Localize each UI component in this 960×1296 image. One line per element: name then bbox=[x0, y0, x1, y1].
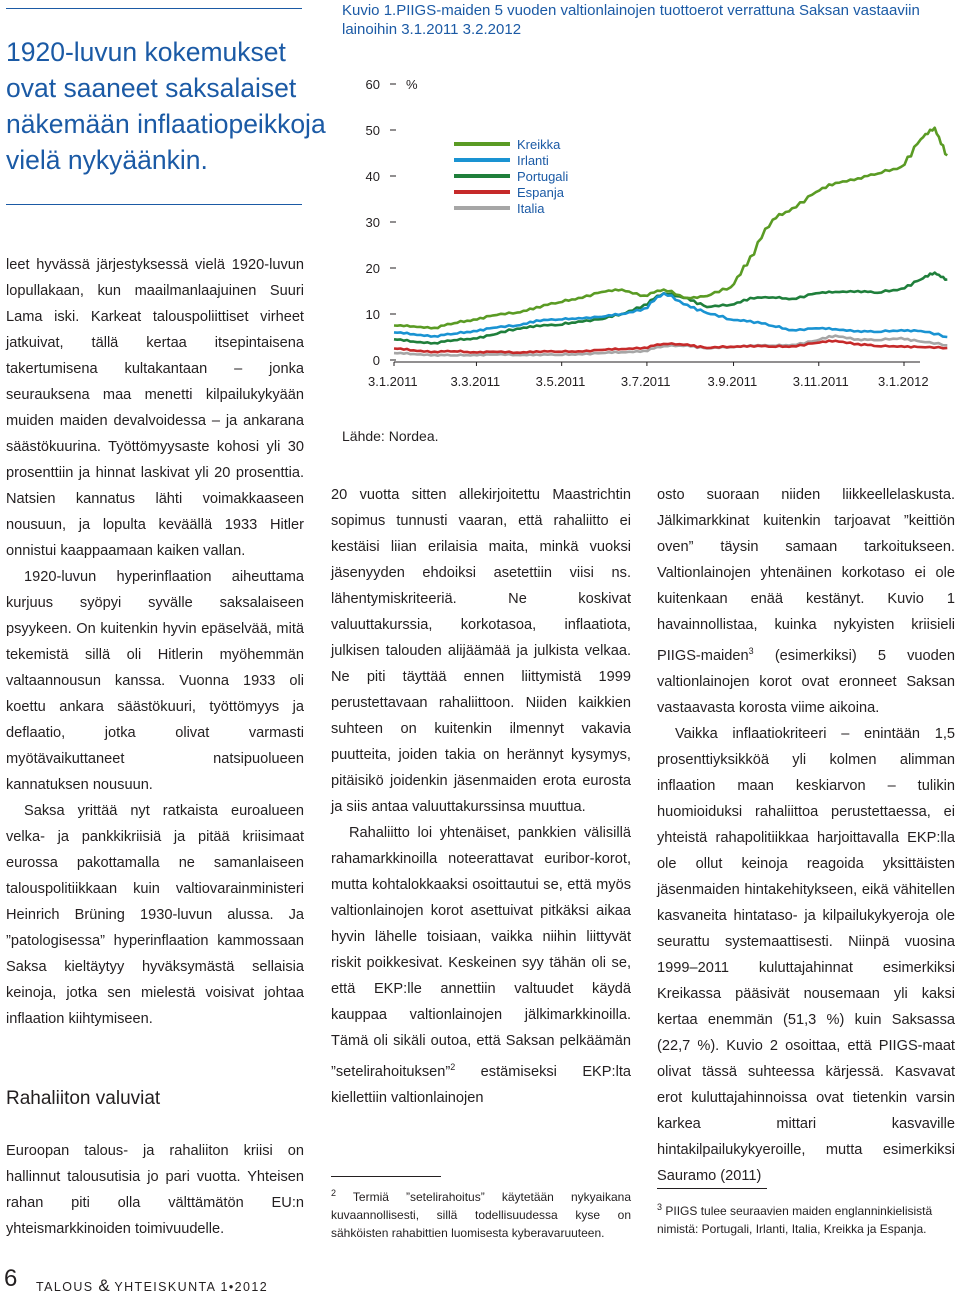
body-paragraph: Euroopan talous- ja rahaliiton kriisi on hallinnut talousutisia jo pari vuotta. Yhteisen rahan piti olla välttämätön EU:n yhteismarkkinoiden toimivuudelle. bbox=[6, 1143, 304, 1237]
footnote-text: PIIGS tulee seuraavien maiden englanninkielisistä nimistä: Portugali, Irlanti, Italia, Kreikka ja Espanja. bbox=[657, 1204, 933, 1236]
y-tick-label: 50 bbox=[365, 123, 380, 138]
pullquote-line: ovat saaneet saksalaiset bbox=[6, 73, 297, 103]
footnote bbox=[331, 1184, 631, 1242]
magazine-name bbox=[36, 1276, 268, 1296]
x-tick-label: 3.7.2011 bbox=[620, 374, 671, 389]
page-number: 6 bbox=[4, 1265, 18, 1292]
x-tick-label: 3.1.2011 bbox=[368, 374, 418, 389]
x-tick-label: 3.1.2012 bbox=[878, 374, 929, 389]
section-subheading: Rahaliiton valuviat bbox=[6, 1088, 161, 1109]
y-unit-label: % bbox=[406, 77, 418, 92]
magazine-name-part: YHTEISKUNTA 1•2012 bbox=[114, 1280, 269, 1294]
series-line-portugali bbox=[394, 273, 947, 344]
magazine-name-part: TALOUS bbox=[36, 1280, 94, 1294]
column-1 bbox=[6, 252, 304, 1032]
body-text: Rahaliitto loi yhtenäiset, pankkien välisillä rahamarkkinoilla noteerattavat euribor-korot, mutta kohtalokkaaksi osoittautui se, että myös valtionlainojen korot asettuivat pitkäksi aikaa hyvin lähelle toisiaan, vaikka niihin liittyvät riskit poikkesivat. Keskeinen syy tähän oli se, että EKP:lle annettiin valtuudet käydä kauppaa valtionlainojen jälkimarkkinoilla. Tämä oli sikäli outoa, että Saksan pelkäämän ”setelirahoituksen” bbox=[331, 825, 631, 1080]
magazine-ampersand: & bbox=[98, 1276, 110, 1295]
pullquote bbox=[6, 34, 326, 178]
column-3 bbox=[657, 482, 955, 1189]
legend-label: Portugali bbox=[517, 169, 569, 184]
body-paragraph: Saksa yrittää nyt ratkaista euroalueen velka- ja pankkikriisiä ja pitää kriisimaat eurossa pakottamalla ne samanlaiseen talouspolitiikkaan kuin valtiovarainministeri Heinrich Brüning 1930-luvun alussa. Ja ”patologisessa” hyperinflaation kammossaan Saksa kieltäytyy hyväksymästä sellaisia keinoja, jotka sen mielestä voisivat johtaa inflaation kiihtymiseen. bbox=[6, 803, 304, 1027]
line-chart bbox=[330, 60, 960, 400]
footnote-text: Termiä ”setelirahoitus” käytetään nykyaikana kuvaannollisesti, sillä todellisuudessa kyse on sähköisten rahabittien luomisesta kyberavaruuteen. bbox=[331, 1190, 631, 1240]
footnote-number: 3 bbox=[657, 1202, 663, 1212]
footnote-number: 2 bbox=[331, 1188, 337, 1198]
pullquote-line: 1920-luvun kokemukset bbox=[6, 37, 286, 67]
body-paragraph: leet hyvässä järjestyksessä vielä 1920-luvun lopullakaan, kun maailmanlaajuinen Suuri Lama iski. Karkeat talouspoliittiset virheet jatkuivat, tällä kertaa itsepintaisena takertumisena kultakantaan – jonka seurauksena maa menetti kilpailukykyään muiden maiden devalvoidessa – ja ankarana säästökuurina. Työttömyysaste kohosi yli 30 prosenttiin ja hinnat laskivat yli 20 prosenttia. Natsien kannatus lähti voimakkaaseen nousuun, ja lopulta keväällä 1933 Hitler onnistui kaappaamaan kaiken vallan. bbox=[6, 257, 304, 559]
y-tick-label: 30 bbox=[365, 215, 380, 230]
series-line-kreikka bbox=[394, 128, 947, 329]
chart-source: Lähde: Nordea. bbox=[342, 428, 439, 444]
body-paragraph bbox=[331, 820, 631, 1111]
column-2 bbox=[331, 482, 631, 1111]
body-paragraph bbox=[657, 482, 955, 721]
pullquote-top-rule bbox=[6, 8, 302, 9]
y-tick-label: 40 bbox=[365, 169, 380, 184]
footnote-rule bbox=[331, 1176, 441, 1177]
body-text: osto suoraan niiden liikkeellelaskusta. Jälkimarkkinat kuitenkin tarjoavat ”keittiön oven” täysin samaan tarkoitukseen. Valtionlainojen yhtenäinen korkotaso ei ole kuitenkaan enää kestänyt. Kuvio 1 havainnollistaa, kuinka nykyisten kriisieli PIIGS-maiden bbox=[657, 487, 955, 664]
y-tick-label: 10 bbox=[365, 307, 380, 322]
x-tick-label: 3.9.2011 bbox=[707, 374, 758, 389]
legend-label: Irlanti bbox=[517, 153, 549, 168]
pullquote-line: näkemään inflaatiopeikkoja bbox=[6, 109, 326, 139]
legend-label: Italia bbox=[517, 201, 545, 216]
body-paragraph: Vaikka inflaatiokriteeri – enintään 1,5 prosenttiyksikköä yli kolmen alimman inflaation maan keskiarvon – tulikin huomioiduksi rahaliittoa perustettaessa, ei yhteistä rahapolitiikkaa harjoittavalla EKP:lla ole ollut keinoja reagoida yksittäisten jäsenmaiden hintakehitykseen, eikä vähitellen kasvaneita hintataso- ja kilpailukykyeroja ole seurattu systemaattisesti. Niinpä vuosina 1999–2011 kuluttajahinnat esimerkiksi Kreikassa pääsivät nousemaan yli kaksi kertaa enemmän (51,3 %) kuin Saksassa (22,7 %). Kuvio 2 osoittaa, että PIIGS-maat olivat tässä suhteessa kärjessä. Kasvavat erot kuluttajahinnoissa ovat tietenkin varsin karkea mittari kasvaville hintakilpailukykyeroille, mutta esimerkiksi Sauramo (2011) bbox=[657, 725, 955, 1184]
legend-label: Espanja bbox=[517, 185, 564, 200]
footnote bbox=[657, 1198, 957, 1238]
y-tick-label: 0 bbox=[372, 353, 380, 368]
series-line-irlanti bbox=[394, 293, 947, 337]
x-tick-label: 3.11.2011 bbox=[792, 374, 849, 389]
legend-label: Kreikka bbox=[517, 137, 561, 152]
footnote-rule bbox=[657, 1188, 767, 1189]
body-paragraph: 20 vuotta sitten allekirjoitettu Maastrichtin sopimus tunnusti vaaran, että rahaliitto ei kestäisi liian erilaisia maita, minkä vuoksi jäsenyyden ehdoiksi asetettiin viisi ns. lähentymiskriteeriä. Ne koskivat valuuttakurssia, korkotasoa, inflaatiota, julkisen talouden alijäämää ja julkista velkaa. Ne piti täyttää ennen liittymistä 1999 perustettavaan rahaliittoon. Niiden kaikkien suhteen on kuitenkin ilmennyt vakavia puutteita, joiden takia on herännyt kysymys, pitäisikö joidenkin jäsenmaiden erota eurosta ja siis antaa valuuttakurssinsa muuttua. bbox=[331, 487, 631, 815]
x-tick-label: 3.3.2011 bbox=[450, 374, 501, 389]
body-text: estämiseksi EKP:lta kiellettiin valtionlainojen bbox=[331, 1063, 631, 1106]
pullquote-line: vielä nykyäänkin. bbox=[6, 145, 208, 175]
x-tick-label: 3.5.2011 bbox=[535, 374, 586, 389]
body-text: (esimerkiksi) 5 vuoden valtionlainojen korot ovat eronneet Saksan vastaavasta korosta viime aikoina. bbox=[657, 647, 955, 716]
body-paragraph: 1920-luvun hyperinflaation aiheuttama kurjuus syöpyi syvälle saksalaiseen psyykeen. On kuitenkin hyvin epäselvää, mitä tekemistä sillä oli Hitlerin myöhemmän valtaannousun kanssa. Vuonna 1933 oli koettu ankara säästökuuri, työttömyys ja deflaatio, jotka olivat varmasti myötävaikuttaneet natsipuolueen kannatuksen nousuun. bbox=[6, 569, 304, 793]
chart-title: Kuvio 1.PIIGS-maiden 5 vuoden valtionlainojen tuottoerot verrattuna Saksan vastaaviin lainoihin 3.1.2011 3.2.2012 bbox=[342, 2, 920, 38]
footnote-ref: 3 bbox=[748, 646, 754, 656]
y-tick-label: 20 bbox=[365, 261, 380, 276]
footnote-ref: 2 bbox=[450, 1062, 456, 1072]
y-tick-label: 60 bbox=[365, 77, 380, 92]
column-1-section bbox=[6, 1138, 304, 1242]
pullquote-bottom-rule bbox=[6, 204, 302, 205]
